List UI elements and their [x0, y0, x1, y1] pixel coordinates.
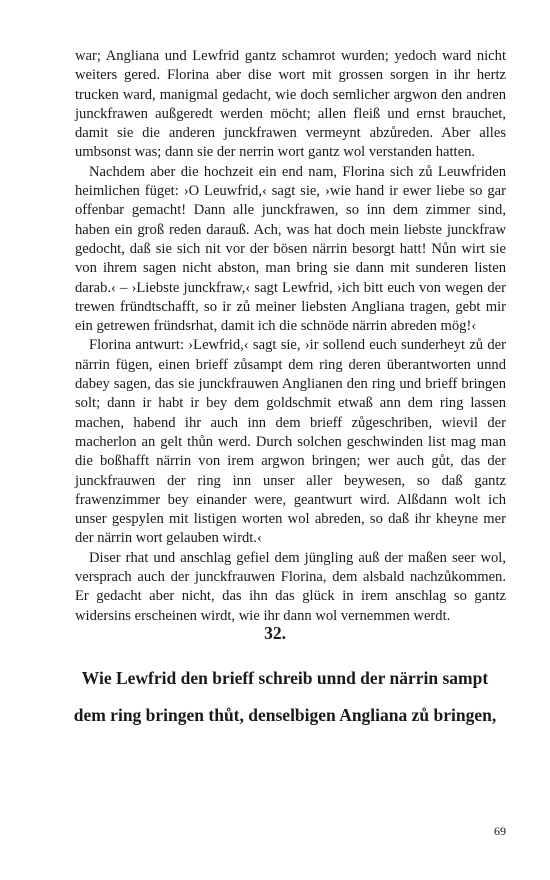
page-number: 69: [494, 824, 506, 838]
chapter-title-line-1: Wie Lewfrid den brieff schreib unnd der närrin sampt: [81, 668, 489, 688]
paragraph-2: Nachdem aber die hochzeit ein end nam, Florina sich zů Leuwfriden heimlichen füget: ›O Leuwfrid,‹ sagt sie, ›wie hand ir ewer liebe so gar offenbar gemacht! Dann alle junckfrawen, so inn dem zimmer sind, haben ein groß reden darauß. Ach, was hat doch mein liebste junckfraw gedocht, daß sie sich nit vor der bösen närrin besorgt hatt! Nůn wirt sie von ihrem sagen nicht abston, man bring sie dann mit sunderen listen darab.‹ – ›Liebste junckfraw,‹ sagt Lewfrid, ›ich bitt euch von wegen der trewen fründtschafft, so ir zů meiner liebsten Angliana tragen, gebt mir ein getrewen fründsrhat, damit ich die schnöde närrin abreden mög!‹: [75, 163, 506, 335]
paragraph-1: war; Angliana und Lewfrid gantz schamrot wurden; yedoch ward nicht weiters gered. Florina aber dise wort mit grossen sorgen in ihr hertz trucken ward, manigmal gedacht, wie doch semlicher argwon den andren junckfrawen außgeredt werden möcht; allen fleiß und ernst brauchet, damit sie die anderen junckfrawen vermeynt abzůreden. Aber alles umbsonst was; dann sie der nerrin wort gantz wol verstanden hatten.: [75, 48, 506, 161]
chapter-number: 32.: [264, 623, 286, 643]
chapter-title: [60, 660, 510, 734]
paragraph-3: Florina antwurt: ›Lewfrid,‹ sagt sie, ›ir sollend euch sunderheyt zů der närrin fügen, einen brieff zůsampt dem ring deren überantworten unnd dabey sagen, das sie junckfrauwen Anglianen den ring und brieff bringen solt; dann ir habt ir bey dem goldschmit etwaß ann dem ring lassen machen, habend ihr auch inn dem brieff zůgeschriben, wievil der macherlon an gelt thůn werd. Durch solchen geschwinden list mag man die boßhafft närrin von irem argwon bringen; wer auch gůt, das der junckfrauwen der ring inn unser aller beywesen, so daß gantz frawenzimmer bey einander were, geantwurt wird. Alßdann wolt ich unser gespylen mit listigen worten wol abreden, so daß ihr kheyne mer der närrin wort gelauben wirdt.‹: [75, 337, 506, 547]
body-text: [75, 47, 506, 626]
paragraph-4: Diser rhat und anschlag gefiel dem jüngling auß der maßen seer wol, versprach auch der junckfrauwen Florina, dem alsbald nachzůkommen. Er gedacht aber nicht, das ihn das glück in irem anschlag so gantz widersins erscheinen wirdt, wie ihr dann wol vernemmen werdt.: [75, 549, 506, 624]
chapter-title-line-2: dem ring bringen thůt, denselbigen Angliana zů bringen,: [73, 705, 497, 725]
